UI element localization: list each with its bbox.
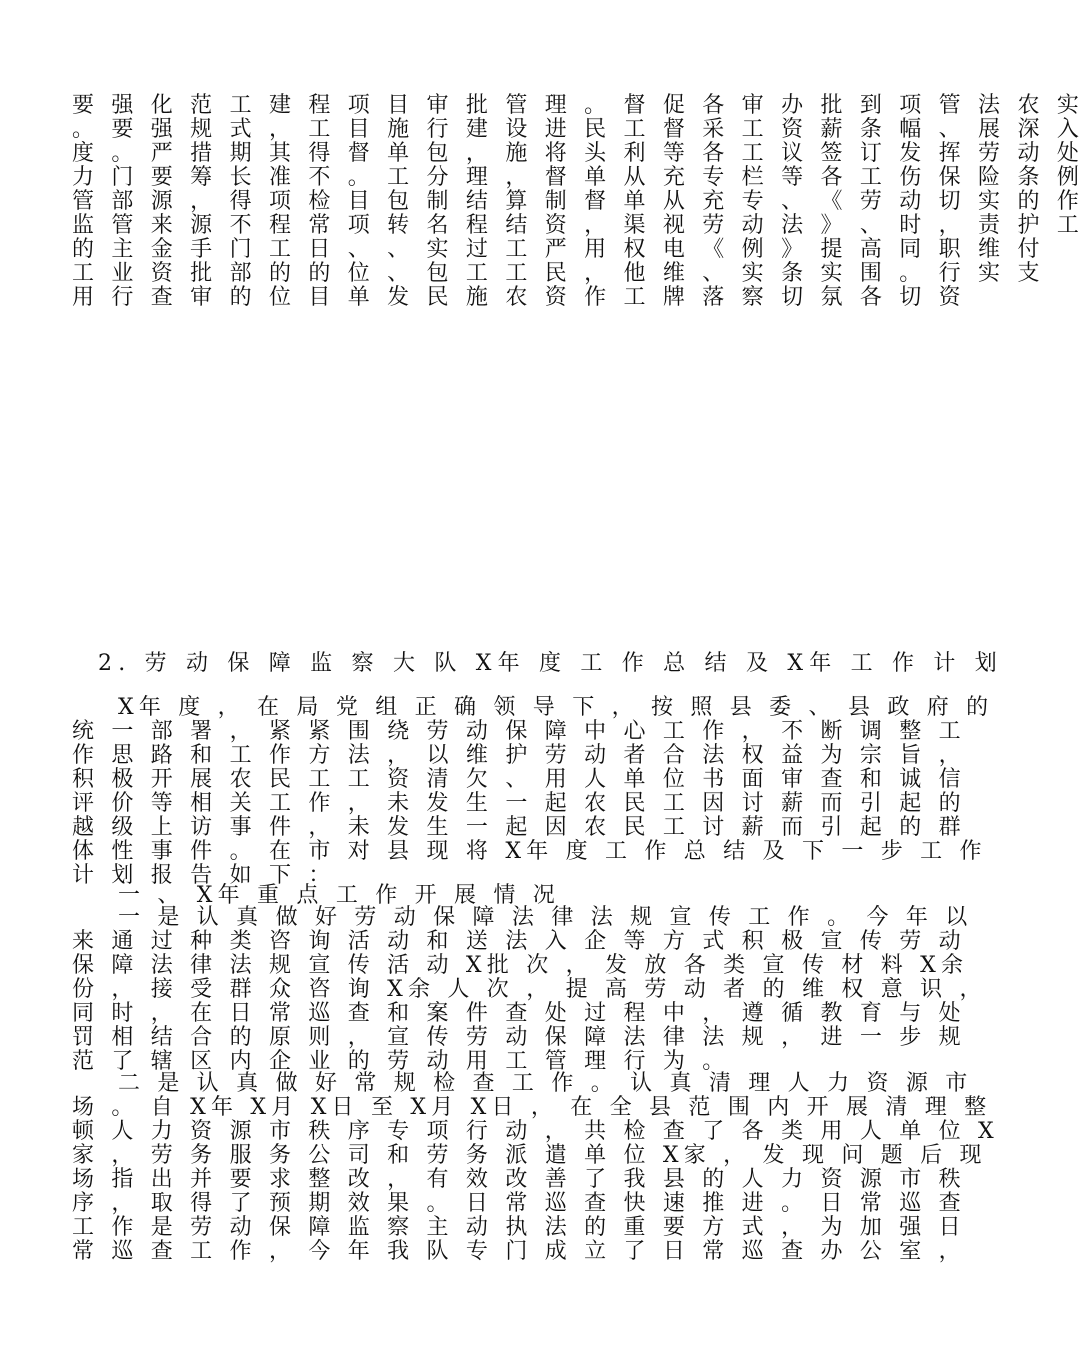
- text-line: 来 通 过 种 类 咨 询 活 动 和 送 法 入 企 等 方 式 积 极 宣 传 劳 动: [72, 929, 966, 954]
- text-line: 罚 相 结 合 的 原 则 ， 宣 传 劳 动 保 障 法 律 法 规 ， 进 一 步 规: [72, 1025, 966, 1050]
- text-line: 评 价 等 相 关 工 作 ， 未 发 生 一 起 农 民 工 因 讨 薪 而 引 起 的: [72, 791, 966, 816]
- text-line: 份 ， 接 受 群 众 咨 询 X余 人 次 ， 提 高 劳 动 者 的 维 权 意 识 ，: [72, 977, 987, 1002]
- text-line: 范 了 辖 区 内 企 业 的 劳 动 用 工 管 理 行 为 。: [72, 1049, 730, 1074]
- text-line: 场 。 自 X年 X月 X日 至 X月 X日 ， 在 全 县 范 围 内 开 展 清 理 整: [72, 1095, 992, 1120]
- text-line: 要 强 化 范 工 建 程 项 目 审 批 管 理 。 督 促 各 审 办 批 到 项 管 法 农 实: [72, 93, 1084, 118]
- text-line: 积 极 开 展 农 民 工 工 资 清 欠 、 用 人 单 位 书 面 审 查 和 诚 信: [72, 767, 966, 792]
- text-line: 监 管 来 源 不 程 常 项 转 名 程 结 资 ， 渠 视 劳 动 法 》 、 时 ， 责 护 工: [72, 213, 1084, 238]
- text-line: 序 ， 取 得 了 预 期 效 果 。 日 常 巡 查 快 速 推 进 。 日 常 巡 查: [72, 1191, 966, 1216]
- text-line: 度 。 严 措 期 其 得 督 单 包 ， 施 将 头 利 等 各 工 议 签 订 发 挥 劳 动 处: [72, 141, 1084, 166]
- text-line: 管 部 源 ， 得 项 检 目 包 制 结 算 制 督 单 从 充 专 、 《 劳 动 切 实 的 作: [72, 189, 1084, 214]
- text-line: 作 思 路 和 工 作 方 法 ， 以 维 护 劳 动 者 合 法 权 益 为 宗 旨 ，: [72, 743, 966, 768]
- text-line: 的 主 金 手 门 工 日 、 、 实 过 工 严 用 权 电 《 例 》 提 高 同 职 维 付: [72, 237, 1045, 262]
- text-line: 一 是 认 真 做 好 劳 动 保 障 法 律 法 规 宣 传 工 作 。 今 年 以: [118, 905, 973, 930]
- text-line: 体 性 事 件 。 在 市 对 县 现 将 X年 度 工 作 总 结 及 下 一 步 工 作: [72, 839, 987, 864]
- text-line: 计 划 报 告 如 下 ：: [72, 863, 336, 888]
- text-line: 家 ， 劳 务 服 务 公 司 和 劳 务 派 遣 单 位 X家 ， 发 现 问 题 后 现: [72, 1143, 987, 1168]
- section-heading: 2. 劳 动 保 障 监 察 大 队 X年 度 工 作 总 结 及 X年 工 作 计 划: [98, 651, 1003, 676]
- text-line: 。 要 强 规 式 ， 工 目 施 行 建 设 进 民 工 督 采 工 资 薪 条 幅 、 展 深 入: [72, 117, 1084, 142]
- text-line: 越 级 上 访 事 件 ， 未 发 生 一 起 因 农 民 工 讨 薪 而 引 起 的 群: [72, 815, 966, 840]
- text-line: 用 行 查 审 的 位 目 单 发 民 施 农 资 作 工 牌 落 察 切 氛 各 切 资: [72, 285, 966, 310]
- text-line: 同 时 ， 在 日 常 巡 查 和 案 件 查 处 过 程 中 ， 遵 循 教 育 与 处: [72, 1001, 966, 1026]
- text-line: X年 度 ， 在 局 党 组 正 确 领 导 下 ， 按 照 县 委 、 县 政 府 的: [118, 695, 994, 720]
- subsection-heading: 一 、 X年 重 点 工 作 开 展 情 况: [118, 883, 560, 908]
- text-line: 二 是 认 真 做 好 常 规 检 查 工 作 。 认 真 清 理 人 力 资 源 市: [118, 1071, 973, 1096]
- text-line: 保 障 法 律 法 规 宣 传 活 动 X批 次 ， 发 放 各 类 宣 传 材 料 X余: [72, 953, 969, 978]
- text-line: 工 作 是 劳 动 保 障 监 察 主 动 执 法 的 重 要 方 式 ， 为 加 强 日: [72, 1215, 966, 1240]
- text-line: 常 巡 查 工 作 ， 今 年 我 队 专 门 成 立 了 日 常 巡 查 办 公 室 ，: [72, 1239, 966, 1264]
- text-line: 力 门 要 筹 长 准 不 。 工 分 理 ， 督 单 从 充 专 栏 等 各 工 伤 保 险 条 例: [72, 165, 1084, 190]
- text-line: 统 一 部 署 ， 紧 紧 围 绕 劳 动 保 障 中 心 工 作 ， 不 断 调 整 工: [72, 719, 966, 744]
- text-line: 场 指 出 并 要 求 整 改 ， 有 效 改 善 了 我 县 的 人 力 资 源 市 秩: [72, 1167, 966, 1192]
- text-line: 顿 人 力 资 源 市 秩 序 专 项 行 动 ， 共 检 查 了 各 类 用 人 单 位 X: [72, 1119, 999, 1144]
- text-line: 工 业 资 批 部 的 的 位 、 包 工 工 民 ， 他 维 、 实 条 实 围 。 行 实 支: [72, 261, 1045, 286]
